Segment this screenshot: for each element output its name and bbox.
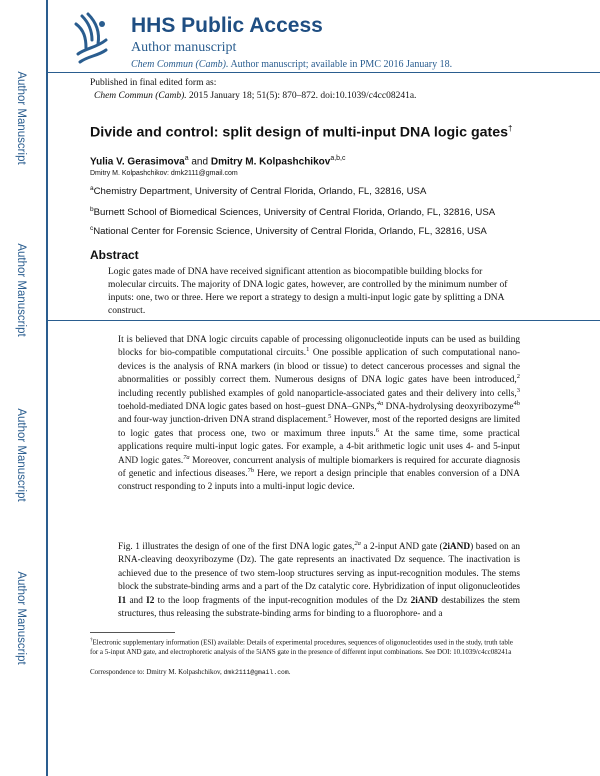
header-title: HHS Public Access (131, 14, 323, 37)
header-journal: Chem Commun (Camb). Author manuscript; available in PMC 2016 January 18. (131, 59, 453, 70)
esi-footnote: †Electronic supplementary information (ESI) available: Details of experimental procedures, sequences of oligonucleotides used in the study, truth table for a 5-input AND gate, and electrophoretic analysis of the 5iANS gate in the presence of different input combinations. See DOI: 10.1039/c4cc08241a (90, 638, 513, 656)
sidebar-label: Author Manuscript (15, 71, 27, 165)
sidebar-label: Author Manuscript (15, 408, 27, 502)
correspondence: Correspondence to: Dmitry M. Kolpashchikov, dmk2111@gmail.com. (90, 668, 291, 676)
author-list: Yulia V. Gerasimova$^a$ and Dmitry M. Kolpashchikov$^{a,b,c}$ (90, 155, 346, 168)
body-paragraph-2: Fig. 1 illustrates the design of one of the first DNA logic gates,$^{2a}$ a 2-input AND gate (2iAND) based on an RNA-cleaving deoxyribozyme (Dz). The gate represents an inactivated Dz sequence. The inactivation is achieved due to the presence of two stem-loop structures serving as input-recognition modules. The stems block the substrate-binding arms and a part of the Dz catalytic core. Hybridization of input oligonucleotides I1 and I2 to the loop fragments of the input-recognition modules of the Dz 2iAND destabilizes the stem structures, thus releasing the substrate-binding arms for binding to a fluorophore- and a (118, 539, 520, 620)
author-email: Dmitry M. Kolpashchikov: dmk2111@gmail.com (90, 170, 238, 177)
publication-info: Published in final edited form as: Chem Commun (Camb). 2015 January 18; 51(5): 870–872. doi:10.1039/c4cc08241a. (90, 78, 417, 101)
sidebar-label: Author Manuscript (15, 571, 27, 665)
sidebar-label: Author Manuscript (15, 243, 27, 337)
correspondence-email[interactable]: dmk2111@gmail.com (223, 669, 289, 676)
affiliation: $^b$Burnett School of Biomedical Sciences, University of Central Florida, Orlando, FL, 32816, USA (90, 206, 496, 219)
header-subtitle: Author manuscript (131, 40, 237, 55)
affiliation: $^c$National Center for Forensic Science, University of Central Florida, Orlando, FL, 32816, USA (90, 225, 487, 238)
sidebar-divider (46, 0, 48, 776)
abstract-heading: Abstract (90, 248, 139, 262)
footnote-rule (90, 632, 175, 633)
hhs-eagle-logo-icon (70, 10, 112, 68)
sidebar (0, 0, 47, 776)
abstract-text: Logic gates made of DNA have received significant attention as biocompatible building blocks for molecular circuits. The majority of DNA logic gates, however, are controlled by the minimum number of inputs: one, two or three. Here we report a strategy to design a multi-input logic gate by splitting a DNA construct. (108, 267, 508, 316)
affiliation: $^a$Chemistry Department, University of Central Florida, Orlando, FL, 32816, USA (90, 185, 427, 198)
abstract-rule (47, 320, 600, 321)
header-rule (47, 72, 600, 73)
article-title: Divide and control: split design of multi-input DNA logic gates† (90, 124, 513, 141)
body-paragraph-1: It is believed that DNA logic circuits capable of processing oligonucleotide inputs can be used as building blocks for bio-compatible computational circuits.$^1$ One possible application of such computational nano-devices is the analysis of RNA markers (in blood or tissue) to detect cancerous processes and signal the abnormalities or possibly correct them. Numerous designs of DNA logic gates have been introduced,$^2$ including recently published examples of gold nanoparticle-associated gates and their delivery into cells,$^3$ toehold-mediated DNA logic gates based on host–guest DNA–GNPs,$^{4a}$ DNA-hydrolysing deoxyribozyme$^{4b}$ and four-way junction-driven DNA strand displacement.$^5$ However, most of the reported designs are limited to logic gates that process one, two or maximum three inputs.$^6$ At the same time, some practical applications require multi-input logic gates. For example, a 4-bit arithmetic logic unit uses 4- and 5-input AND logic gates.$^{7a}$ Moreover, concurrent analysis of multiple biomarkers is required for accurate diagnosis of genetic and infectious diseases.$^{7b}$ Here, we report a design principle that enables conversion of a DNA construct responding to 2 inputs into a multi-input logic device. (118, 335, 520, 493)
